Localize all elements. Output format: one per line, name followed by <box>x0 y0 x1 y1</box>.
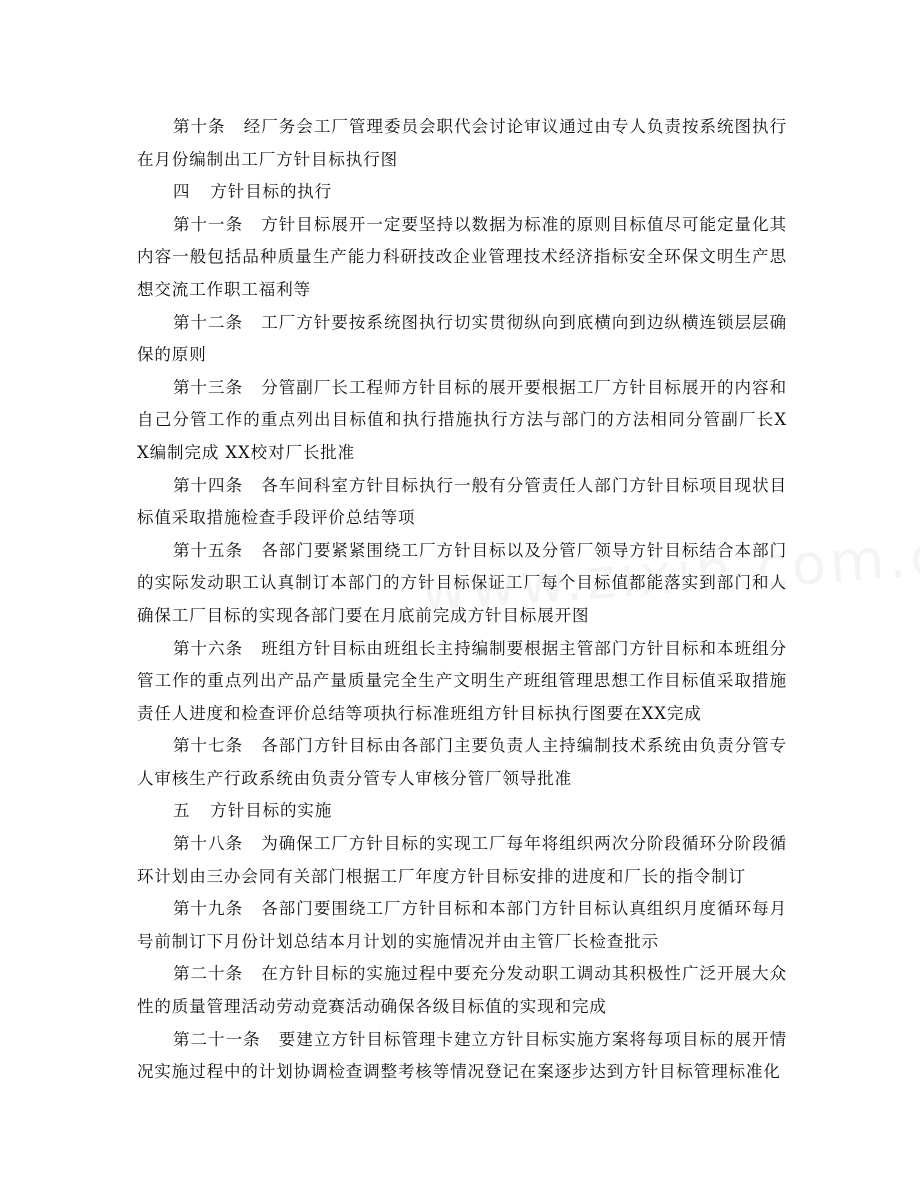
article-number: 第十一条 <box>173 214 244 234</box>
article-20 <box>137 958 787 1023</box>
article-text: 各车间科室方针目标执行一般有分管责任人部门方针目标项目现状目标值采取措施检查手段评价总结等项 <box>137 475 787 528</box>
document-body <box>137 111 787 1089</box>
article-text: 要建立方针目标管理卡建立方针目标实施方案将每项目标的展开情况实施过程中的计划协调检查调整考核等情况登记在案逐步达到方针目标管理标准化 <box>137 1029 788 1082</box>
article-19 <box>137 893 787 958</box>
article-number: 第二十条 <box>173 964 244 984</box>
article-text: 工厂方针要按系统图执行切实贯彻纵向到底横向到边纵横连锁层层确保的原则 <box>137 312 787 365</box>
section-title: 方针目标的执行 <box>210 182 333 202</box>
section-heading-4 <box>137 176 787 209</box>
article-text: 各部门方针目标由各部门主要负责人主持编制技术系统由负责分管专人审核生产行政系统由负责分管专人审核分管厂领导批准 <box>137 736 787 788</box>
article-text: 班组方针目标由班组长主持编制要根据主管部门方针目标和本班组分管工作的重点列出产品产量质量完全生产文明生产班组管理思想工作目标值采取措施责任人进度和检查评价总结等项执行标准班组方针目标执行图要在XX完成 <box>137 638 787 723</box>
article-text: 方针目标展开一定要坚持以数据为标准的原则目标值尽可能定量化其内容一般包括品种质量生产能力科研技改企业管理技术经济指标安全环保文明生产思想交流工作职工福利等 <box>137 214 787 299</box>
article-18 <box>137 828 787 893</box>
article-11 <box>137 209 787 307</box>
section-heading-5 <box>137 795 787 828</box>
article-13 <box>137 372 787 470</box>
section-number: 四 <box>173 182 191 202</box>
article-text: 各部门要紧紧围绕工厂方针目标以及分管厂领导方针目标结合本部门的实际发动职工认真制订本部门的方针目标保证工厂每个目标值都能落实到部门和人确保工厂目标的实现各部门要在月底前完成方针目标展开图 <box>137 540 787 625</box>
article-number: 第十九条 <box>173 899 244 919</box>
article-number: 第二十一条 <box>173 1029 261 1049</box>
article-text: 经厂务会工厂管理委员会职代会讨论审议通过由专人负责按系统图执行在月份编制出工厂方针目标执行图 <box>137 117 787 169</box>
article-number: 第十条 <box>173 117 226 136</box>
article-text: 各部门要围绕工厂方针目标和本部门方针目标认真组织月度循环每月号前制订下月份计划总结本月计划的实施情况并由主管厂长检查批示 <box>137 899 787 951</box>
article-text: 分管副厂长工程师方针目标的展开要根据工厂方针目标展开的内容和自己分管工作的重点列出目标值和执行措施执行方法与部门的方法相同分管副厂长XX编制完成 XX校对厂长批准 <box>137 377 787 462</box>
article-17 <box>137 730 787 795</box>
article-number: 第十八条 <box>173 834 244 854</box>
article-number: 第十四条 <box>173 475 244 495</box>
article-number: 第十二条 <box>173 312 244 332</box>
article-12 <box>137 307 787 372</box>
article-14 <box>137 470 787 535</box>
article-number: 第十五条 <box>173 540 244 560</box>
section-title: 方针目标的实施 <box>210 801 333 821</box>
section-number: 五 <box>173 801 191 821</box>
article-text: 为确保工厂方针目标的实现工厂每年将组织两次分阶段循环分阶段循环计划由三办会同有关部门根据工厂年度方针目标安排的进度和厂长的指令制订 <box>137 834 787 886</box>
article-10 <box>137 111 787 176</box>
article-number: 第十六条 <box>173 638 244 658</box>
article-text: 在方针目标的实施过程中要充分发动职工调动其积极性广泛开展大众性的质量管理活动劳动竞赛活动确保各级目标值的实现和完成 <box>137 964 787 1017</box>
article-21 <box>137 1024 787 1089</box>
article-15 <box>137 535 787 633</box>
article-number: 第十七条 <box>173 736 244 756</box>
article-16 <box>137 633 787 731</box>
article-number: 第十三条 <box>173 377 244 397</box>
